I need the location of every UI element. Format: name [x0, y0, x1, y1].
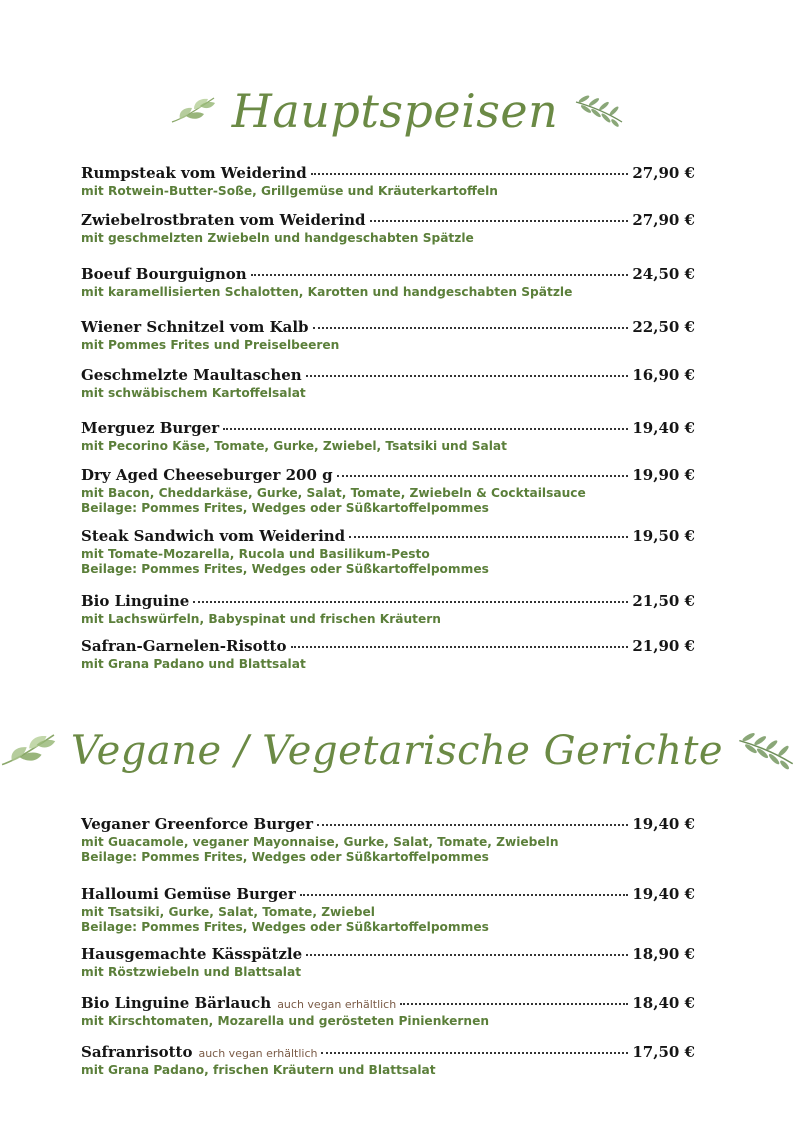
leader-dots	[306, 375, 629, 377]
dish-name: Geschmelzte Maultaschen	[81, 366, 302, 384]
leader-dots	[291, 646, 629, 648]
dish-name: Boeuf Bourguignon	[81, 265, 247, 283]
dish-name: Halloumi Gemüse Burger	[81, 885, 296, 903]
menu-item	[81, 637, 695, 672]
leader-dots	[337, 475, 629, 477]
dish-price: 24,50 €	[632, 265, 695, 283]
dish-name: Hausgemachte Kässpätzle	[81, 945, 303, 963]
dish-price: 17,50 €	[632, 1043, 695, 1061]
dish-name: Rumpsteak vom Weiderind	[81, 164, 307, 182]
leader-dots	[223, 428, 628, 430]
dish-price: 19,90 €	[632, 466, 695, 484]
dish-name: Dry Aged Cheeseburger 200 g	[81, 466, 333, 484]
dish-description: mit Lachswürfeln, Babyspinat und frischen Kräutern	[81, 612, 441, 626]
menu-item	[81, 815, 695, 865]
dish-name: Veganer Greenforce Burger	[81, 815, 313, 833]
section-title: Vegane / Vegetarische Gerichte	[70, 728, 724, 774]
dish-price: 21,90 €	[632, 637, 695, 655]
dish-description: mit Guacamole, veganer Mayonnaise, Gurke, Salat, Tomate, Zwiebeln	[81, 835, 559, 849]
dish-description: mit Röstzwiebeln und Blattsalat	[81, 965, 302, 979]
dish-description: mit Kirschtomaten, Mozarella und gerösteten Pinienkernen	[81, 1014, 490, 1028]
leader-dots	[317, 824, 628, 826]
vegan-available-note: auch vegan erhältlich	[277, 998, 397, 1011]
dish-price: 22,50 €	[632, 318, 695, 336]
dish-price: 18,90 €	[632, 945, 695, 963]
dish-name: Safranrisotto	[81, 1043, 193, 1061]
dish-price: 18,40 €	[632, 994, 695, 1012]
leaf-sprig-icon	[170, 94, 216, 128]
dish-price: 27,90 €	[632, 211, 695, 229]
leader-dots	[311, 173, 629, 175]
section-header-hauptspeisen	[0, 76, 794, 146]
dish-name: Bio Linguine Bärlauch	[81, 994, 272, 1012]
dish-description: mit Tomate-Mozarella, Rucola und Basilikum-Pesto	[81, 547, 430, 561]
section-title: Hauptspeisen	[231, 84, 559, 138]
leaf-sprig-icon	[0, 730, 57, 772]
leader-dots	[300, 894, 629, 896]
menu-item	[81, 211, 695, 246]
dish-description: mit Pommes Frites und Preiselbeeren	[81, 338, 340, 352]
dish-description: mit Bacon, Cheddarkäse, Gurke, Salat, Tomate, Zwiebeln & Cocktailsauce	[81, 486, 586, 500]
menu-item	[81, 1043, 695, 1078]
dish-description: mit Grana Padano und Blattsalat	[81, 657, 306, 671]
menu-item	[81, 994, 695, 1029]
dish-name: Zwiebelrostbraten vom Weiderind	[81, 211, 366, 229]
menu-item	[81, 592, 695, 627]
menu-item	[81, 527, 695, 577]
dish-name: Safran-Garnelen-Risotto	[81, 637, 287, 655]
dish-side-note: Beilage: Pommes Frites, Wedges oder Süßkartoffelpommes	[81, 920, 489, 934]
dish-price: 19,40 €	[632, 885, 695, 903]
dish-name: Merguez Burger	[81, 419, 220, 437]
leader-dots	[251, 274, 629, 276]
leader-dots	[370, 220, 629, 222]
dish-name: Steak Sandwich vom Weiderind	[81, 527, 346, 545]
fern-branch-icon	[737, 731, 794, 771]
dish-name: Wiener Schnitzel vom Kalb	[81, 318, 309, 336]
dish-price: 27,90 €	[632, 164, 695, 182]
menu-item	[81, 419, 695, 454]
menu-item	[81, 164, 695, 199]
dish-description: mit Grana Padano, frischen Kräutern und Blattsalat	[81, 1063, 436, 1077]
dish-description: mit Pecorino Käse, Tomate, Gurke, Zwiebel, Tsatsiki und Salat	[81, 439, 507, 453]
dish-description: mit schwäbischem Kartoffelsalat	[81, 386, 306, 400]
dish-description: mit geschmelzten Zwiebeln und handgeschabten Spätzle	[81, 231, 474, 245]
dish-price: 16,90 €	[632, 366, 695, 384]
dish-price: 19,50 €	[632, 527, 695, 545]
dish-price: 19,40 €	[632, 815, 695, 833]
dish-side-note: Beilage: Pommes Frites, Wedges oder Süßkartoffelpommes	[81, 850, 489, 864]
menu-item	[81, 466, 695, 516]
menu-item	[81, 265, 695, 300]
leader-dots	[313, 327, 629, 329]
dish-side-note: Beilage: Pommes Frites, Wedges oder Süßkartoffelpommes	[81, 501, 489, 515]
dish-name: Bio Linguine	[81, 592, 190, 610]
menu-item	[81, 945, 695, 980]
dish-price: 19,40 €	[632, 419, 695, 437]
leader-dots	[349, 536, 628, 538]
leader-dots	[306, 954, 628, 956]
vegan-available-note: auch vegan erhältlich	[198, 1047, 318, 1060]
leader-dots	[193, 601, 628, 603]
dish-side-note: Beilage: Pommes Frites, Wedges oder Süßkartoffelpommes	[81, 562, 489, 576]
menu-item	[81, 318, 695, 353]
leader-dots	[321, 1052, 628, 1054]
menu-item	[81, 366, 695, 401]
menu-item	[81, 885, 695, 935]
fern-branch-icon	[574, 94, 624, 128]
dish-description: mit karamellisierten Schalotten, Karotten und handgeschabten Spätzle	[81, 285, 573, 299]
dish-description: mit Tsatsiki, Gurke, Salat, Tomate, Zwiebel	[81, 905, 375, 919]
section-header-vegan	[0, 716, 794, 786]
leader-dots	[400, 1003, 628, 1005]
dish-price: 21,50 €	[632, 592, 695, 610]
dish-description: mit Rotwein-Butter-Soße, Grillgemüse und Kräuterkartoffeln	[81, 184, 498, 198]
